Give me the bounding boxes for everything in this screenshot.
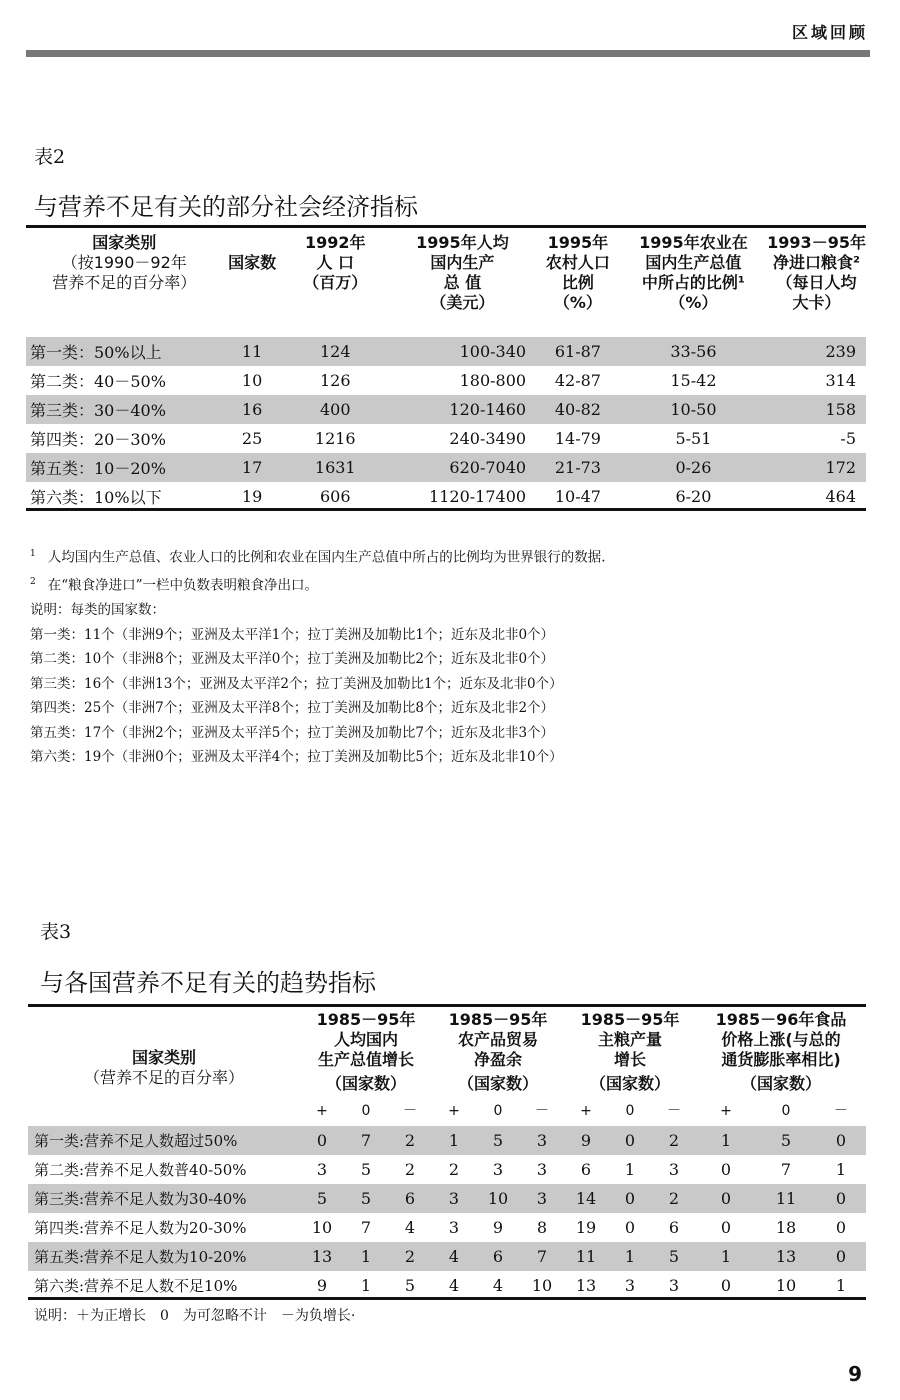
note-line: 第五类：17个（非洲2个；亚洲及太平洋5个；拉丁美洲及加勒比7个；近东及北非3个） xyxy=(30,724,555,741)
table2-cell: 158 xyxy=(767,395,866,424)
table2-header-row xyxy=(26,233,866,337)
table3-cell: 13 xyxy=(575,1276,597,1295)
table3-cell: 3 xyxy=(668,1276,680,1295)
table3-cell: 5 xyxy=(756,1126,816,1155)
table3-cell: 9 xyxy=(492,1218,504,1237)
note-line: 第四类：25个（非洲7个；亚洲及太平洋8个；拉丁美洲及加勒比8个；近东及北非2个） xyxy=(30,700,555,716)
table3-cell: 10 xyxy=(775,1276,797,1295)
table3-cell: 1 xyxy=(696,1242,756,1271)
table3-cell: 第三类:营养不足人数为30-40% xyxy=(28,1184,300,1213)
table3-sign-cell: － xyxy=(834,1103,848,1119)
table2-row xyxy=(26,366,866,395)
table3-row xyxy=(28,1184,866,1213)
table3-cell: 2 xyxy=(652,1184,696,1213)
note-line: 第三类：16个（非洲13个；亚洲及太平洋2个；拉丁美洲及加勒比1个；近东及北非0个） xyxy=(30,675,563,692)
table3-cell: 5 xyxy=(404,1276,416,1295)
table2-cell: 11 xyxy=(222,337,281,366)
table3-cell: 5 xyxy=(344,1184,388,1213)
table2-cell: 第五类：10－20% xyxy=(26,453,222,482)
table3-sign-cell: + xyxy=(580,1103,592,1119)
table2-col-agri-share: 1995年农业在 国内生产总值 中所占的比例¹ （%） xyxy=(639,233,748,312)
table2-cell: 10 xyxy=(241,371,263,390)
table2-top-rule xyxy=(26,225,866,228)
table3-cell: 5 xyxy=(652,1242,696,1271)
table3-cell: 1 xyxy=(608,1242,652,1271)
table2-cell: 19 xyxy=(241,487,263,506)
table2-cell: 464 xyxy=(825,487,856,506)
table3-cell: 2 xyxy=(652,1126,696,1155)
table3-cell: 第四类:营养不足人数为20-30% xyxy=(34,1219,247,1237)
table3-sign-cell: － xyxy=(667,1103,681,1119)
table3-cell: 7 xyxy=(780,1160,792,1179)
table2-title: 与营养不足有关的部分社会经济指标 xyxy=(34,193,418,221)
table3-group-price: 1985－96年食品 价格上涨(与总的 通货膨胀率相比) （国家数） xyxy=(715,1010,847,1093)
table3-cell: 3 xyxy=(520,1126,564,1155)
table3-cell: 2 xyxy=(404,1160,416,1179)
table2-col-count: 国家数 xyxy=(228,253,277,272)
table3-row xyxy=(28,1213,866,1242)
table2-cell: 620-7040 xyxy=(389,453,536,482)
table3-cell: 3 xyxy=(492,1160,504,1179)
table2-col-population: 1992年 人 口 （百万） xyxy=(303,233,368,292)
table2-row xyxy=(26,453,866,482)
table2-cell: 172 xyxy=(767,453,866,482)
table3-group-trade: 1985－95年 农产品贸易 净盈余 （国家数） xyxy=(448,1010,548,1093)
table3-cell: 第五类:营养不足人数为10-20% xyxy=(28,1242,300,1271)
table2-cell: 第六类：10%以下 xyxy=(30,488,162,507)
table3-row xyxy=(28,1242,866,1271)
table3-cell: 5 xyxy=(360,1160,372,1179)
table3-cell: 18 xyxy=(775,1218,797,1237)
table2-notes xyxy=(30,542,606,770)
table3-sign-cell: 0 xyxy=(781,1103,791,1119)
table3-cell: 13 xyxy=(300,1242,344,1271)
table3-sign-cell: － xyxy=(535,1103,549,1119)
table3-cell: 7 xyxy=(520,1242,564,1271)
table3-note: 说明：＋为正增长 0 为可忽略不计 －为负增长· xyxy=(34,1308,356,1324)
table3-top-rule xyxy=(28,1004,866,1007)
table3-sign-cell: + xyxy=(316,1103,328,1119)
table3-cell: 6 xyxy=(476,1242,520,1271)
table3-col-category: 国家类别 （营养不足的百分率） xyxy=(83,1048,244,1087)
table3-cell: 10 xyxy=(311,1218,333,1237)
table3-cell: 4 xyxy=(404,1218,416,1237)
table3-title: 与各国营养不足有关的趋势指标 xyxy=(40,969,376,997)
table3-cell: 第六类:营养不足人数不足10% xyxy=(34,1277,238,1295)
table2-cell: 第一类：50%以上 xyxy=(26,337,222,366)
table3 xyxy=(28,1010,866,1300)
table2-cell: 400 xyxy=(282,395,389,424)
table3-cell: 0 xyxy=(624,1218,636,1237)
table3-cell: 0 xyxy=(720,1218,732,1237)
table3-cell: 9 xyxy=(564,1126,608,1155)
header-rule xyxy=(26,50,870,57)
table3-cell: 7 xyxy=(344,1126,388,1155)
table2-cell: 第二类：40－50% xyxy=(30,372,166,391)
table3-row xyxy=(28,1126,866,1155)
table3-cell: 6 xyxy=(580,1160,592,1179)
table3-cell: 0 xyxy=(835,1218,847,1237)
table3-cell: 1 xyxy=(360,1276,372,1295)
table3-cell: 第一类:营养不足人数超过50% xyxy=(28,1126,300,1155)
table3-cell: 3 xyxy=(448,1218,460,1237)
table2-cell: -5 xyxy=(840,429,856,448)
table2-cell: 16 xyxy=(222,395,281,424)
table2-cell: 314 xyxy=(825,371,856,390)
table2-cell: 21-73 xyxy=(536,453,620,482)
note-line: 说明：每类的国家数： xyxy=(30,602,165,618)
table3-cell: 1 xyxy=(696,1126,756,1155)
table2-cell: 606 xyxy=(319,487,351,506)
table2-cell: 25 xyxy=(241,429,263,448)
table2-cell: 240-3490 xyxy=(449,429,527,448)
table3-sign-cell: + xyxy=(448,1103,460,1119)
table2-row xyxy=(26,337,866,366)
table3-cell: 10 xyxy=(531,1276,553,1295)
table2-bottom-rule xyxy=(26,508,866,511)
table3-cell: 8 xyxy=(536,1218,548,1237)
table2-cell: 14-79 xyxy=(554,429,601,448)
table3-bottom-rule xyxy=(28,1297,866,1300)
table2-col-category: 国家类别 （按1990－92年 营养不足的百分率） xyxy=(52,233,197,292)
table3-cell: 2 xyxy=(448,1160,460,1179)
running-head: 区域回顾 xyxy=(791,23,868,42)
table3-cell: 3 xyxy=(432,1184,476,1213)
table3-cell: 2 xyxy=(388,1126,432,1155)
table3-cell: 5 xyxy=(300,1184,344,1213)
table3-label: 表3 xyxy=(40,921,72,943)
table2-cell: 124 xyxy=(282,337,389,366)
table3-cell: 1 xyxy=(432,1126,476,1155)
table3-cell: 3 xyxy=(624,1276,636,1295)
table3-cell: 0 xyxy=(608,1184,652,1213)
table3-cell: 0 xyxy=(720,1276,732,1295)
table3-cell: 19 xyxy=(575,1218,597,1237)
table3-cell: 1 xyxy=(624,1160,636,1179)
table2-row xyxy=(26,424,866,453)
table3-cell: 第二类:营养不足人数普40-50% xyxy=(34,1161,247,1179)
table3-cell: 10 xyxy=(476,1184,520,1213)
footnote-2: $^2$ 在“粮食净进口”一栏中负数表明粮食净出口。 xyxy=(30,577,319,594)
table2-cell: 239 xyxy=(767,337,866,366)
table3-cell: 1 xyxy=(344,1242,388,1271)
table3-sign-cell: 0 xyxy=(493,1103,503,1119)
table3-header-row xyxy=(28,1010,866,1102)
table2-cell: 126 xyxy=(319,371,351,390)
table3-cell: 0 xyxy=(608,1126,652,1155)
table2-row xyxy=(26,395,866,424)
table3-cell: 0 xyxy=(816,1242,866,1271)
table2-cell: 17 xyxy=(222,453,281,482)
table3-cell: 11 xyxy=(756,1184,816,1213)
table3-cell: 0 xyxy=(696,1184,756,1213)
table3-cell: 6 xyxy=(668,1218,680,1237)
table3-row xyxy=(28,1155,866,1184)
table2-cell: 40-82 xyxy=(536,395,620,424)
table3-cell: 3 xyxy=(536,1160,548,1179)
table3-cell: 0 xyxy=(300,1126,344,1155)
table3-cell: 0 xyxy=(720,1160,732,1179)
table3-group-gdp: 1985－95年 人均国内 生产总值增长 （国家数） xyxy=(316,1010,416,1093)
table2-col-rural: 1995年 农村人口 比例 （%） xyxy=(545,233,610,312)
note-line: 第六类：19个（非洲0个；亚洲及太平洋4个；拉丁美洲及加勒比5个；近东及北非10个） xyxy=(30,749,563,765)
table3-cell: 14 xyxy=(564,1184,608,1213)
table2-cell: 1120-17400 xyxy=(429,487,527,506)
footnote-1: $^1$ 人均国内生产总值、农业人口的比例和农业在国内生产总值中所占的比例均为世界银行的数据. xyxy=(30,549,606,566)
table3-group-staple: 1985－95年 主粮产量 增长 （国家数） xyxy=(580,1010,680,1093)
table3-cell: 3 xyxy=(316,1160,328,1179)
table3-sign-cell: 0 xyxy=(361,1103,371,1119)
table3-sign-cell: － xyxy=(403,1103,417,1119)
table3-sign-cell: + xyxy=(720,1103,732,1119)
table2 xyxy=(26,233,866,511)
table3-cell: 1 xyxy=(835,1160,847,1179)
table3-cell: 2 xyxy=(388,1242,432,1271)
table3-cell: 6 xyxy=(388,1184,432,1213)
table3-cell: 4 xyxy=(432,1242,476,1271)
table3-row xyxy=(28,1271,866,1300)
table3-cell: 0 xyxy=(816,1184,866,1213)
table2-cell: 0-26 xyxy=(620,453,767,482)
table3-cell: 4 xyxy=(492,1276,504,1295)
table3-cell: 0 xyxy=(816,1126,866,1155)
table2-row xyxy=(26,482,866,511)
table2-col-net-import: 1993－95年 净进口粮食² （每日人均 大卡） xyxy=(767,233,866,312)
table3-cell: 1 xyxy=(835,1276,847,1295)
table2-cell: 100-340 xyxy=(389,337,536,366)
table3-cell: 7 xyxy=(360,1218,372,1237)
table2-cell: 第四类：20－30% xyxy=(30,430,166,449)
table3-sign-cell: 0 xyxy=(625,1103,635,1119)
table2-cell: 120-1460 xyxy=(389,395,536,424)
table2-cell: 61-87 xyxy=(536,337,620,366)
table2-cell: 10-47 xyxy=(554,487,601,506)
table2-cell: 15-42 xyxy=(670,371,717,390)
table2-cell: 42-87 xyxy=(554,371,601,390)
note-line: 第一类：11个（非洲9个；亚洲及太平洋1个；拉丁美洲及加勒比1个；近东及北非0个） xyxy=(30,626,555,643)
table2-col-gdp: 1995年人均 国内生产 总 值 （美元） xyxy=(416,233,509,312)
table2-cell: 5-51 xyxy=(675,429,712,448)
table3-cell: 9 xyxy=(316,1276,328,1295)
table3-cell: 13 xyxy=(756,1242,816,1271)
table2-cell: 180-800 xyxy=(459,371,527,390)
table2-cell: 1216 xyxy=(314,429,356,448)
note-line: 第二类：10个（非洲8个；亚洲及太平洋0个；拉丁美洲及加勒比2个；近东及北非0个） xyxy=(30,651,555,667)
table3-cell: 3 xyxy=(668,1160,680,1179)
table3-cell: 4 xyxy=(448,1276,460,1295)
table3-cell: 5 xyxy=(476,1126,520,1155)
table2-cell: 33-56 xyxy=(620,337,767,366)
table2-cell: 第三类：30－40% xyxy=(26,395,222,424)
table2-cell: 6-20 xyxy=(675,487,712,506)
table3-cell: 11 xyxy=(564,1242,608,1271)
table2-label: 表2 xyxy=(34,146,66,168)
page-number: 9 xyxy=(848,1362,862,1386)
table2-cell: 1631 xyxy=(282,453,389,482)
table3-cell: 3 xyxy=(520,1184,564,1213)
table2-cell: 10-50 xyxy=(620,395,767,424)
